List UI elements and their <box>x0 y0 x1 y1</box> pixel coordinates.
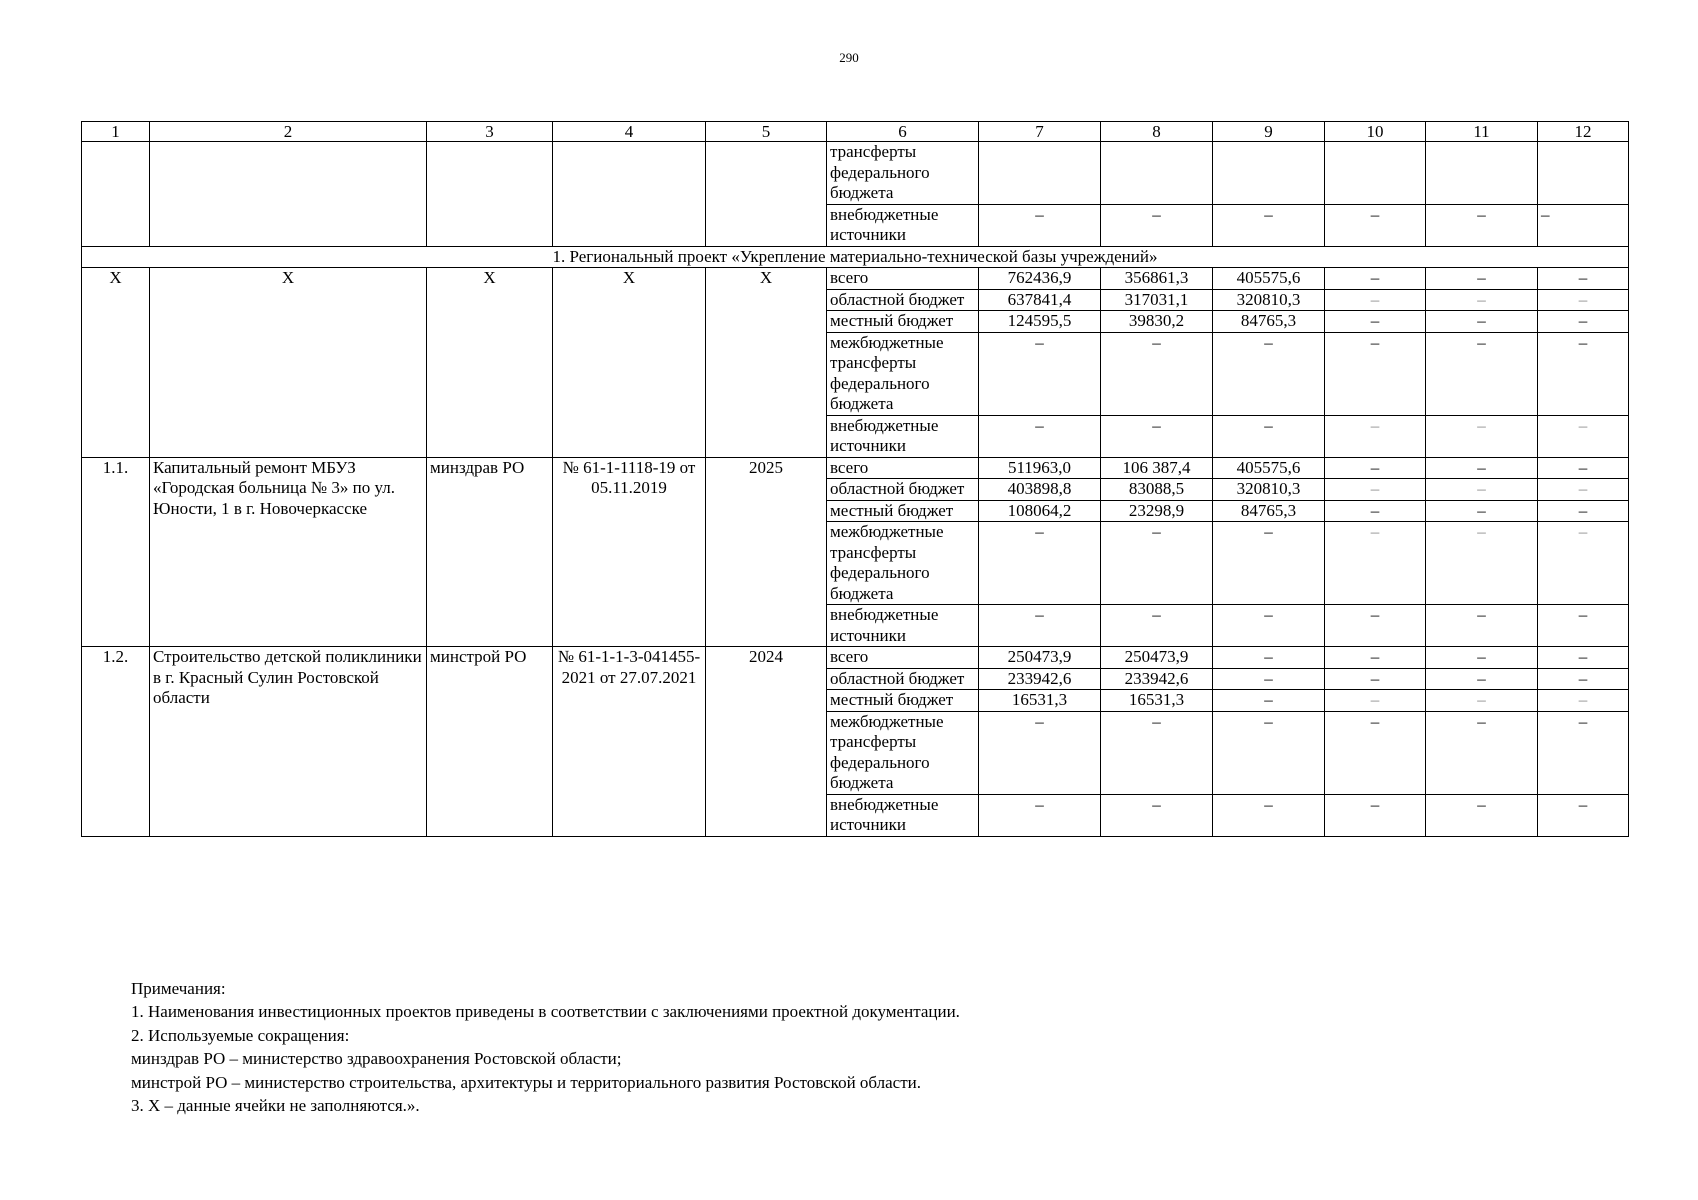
value-cell: 84765,3 <box>1213 500 1325 522</box>
value-cell: 637841,4 <box>979 289 1101 311</box>
empty-cell <box>706 142 827 247</box>
value-cell: – <box>1325 311 1426 333</box>
value-cell: – <box>1538 204 1629 246</box>
value-cell: – <box>1325 457 1426 479</box>
value-cell: 84765,3 <box>1213 311 1325 333</box>
funding-source-label: внебюджетные источники <box>827 415 979 457</box>
value-cell: – <box>1325 605 1426 647</box>
value-cell: 405575,6 <box>1213 268 1325 290</box>
value-cell: – <box>979 794 1101 836</box>
funding-source-label: местный бюджет <box>827 690 979 712</box>
value-cell: 39830,2 <box>1101 311 1213 333</box>
value-cell: – <box>1213 668 1325 690</box>
funding-source-label: местный бюджет <box>827 500 979 522</box>
value-cell: 320810,3 <box>1213 479 1325 501</box>
value-cell: – <box>1101 522 1213 605</box>
value-cell: – <box>979 711 1101 794</box>
project-name: Капитальный ремонт МБУЗ «Городская больница № 3» по ул. Юности, 1 в г. Новочеркасске <box>150 457 427 647</box>
value-cell: – <box>1101 415 1213 457</box>
value-cell: 405575,6 <box>1213 457 1325 479</box>
value-cell: – <box>1213 647 1325 669</box>
value-cell: – <box>1538 794 1629 836</box>
col-header: 12 <box>1538 122 1629 142</box>
value-cell: – <box>1325 268 1426 290</box>
value-cell: – <box>1538 668 1629 690</box>
funding-source-label: внебюджетные источники <box>827 794 979 836</box>
empty-cell <box>427 142 553 247</box>
value-cell: – <box>1325 500 1426 522</box>
value-cell: – <box>1426 457 1538 479</box>
notes <box>131 977 960 1117</box>
value-cell: – <box>1213 415 1325 457</box>
empty-cell <box>82 142 150 247</box>
funding-source-label: всего <box>827 457 979 479</box>
value-cell: 250473,9 <box>979 647 1101 669</box>
value-cell: 403898,8 <box>979 479 1101 501</box>
value-cell: 108064,2 <box>979 500 1101 522</box>
value-cell: – <box>1426 522 1538 605</box>
value-cell: – <box>1325 204 1426 246</box>
project-number: 1.1. <box>82 457 150 647</box>
value-cell: – <box>1538 479 1629 501</box>
value-cell: – <box>1325 647 1426 669</box>
empty-cell <box>150 142 427 247</box>
note-line: 1. Наименования инвестиционных проектов приведены в соответствии с заключениями проектной документации. <box>131 1002 960 1022</box>
col-header: 9 <box>1213 122 1325 142</box>
col-header: 5 <box>706 122 827 142</box>
value-cell: – <box>1426 500 1538 522</box>
value-cell: – <box>1101 332 1213 415</box>
note-line: 2. Используемые сокращения: <box>131 1025 350 1045</box>
funding-source-label: межбюджетные трансферты федерального бюджета <box>827 332 979 415</box>
project-document: № 61-1-1-3-041455-2021 от 27.07.2021 <box>553 647 706 837</box>
funding-source-label: областной бюджет <box>827 479 979 501</box>
value-cell: – <box>1213 605 1325 647</box>
col-header: 7 <box>979 122 1101 142</box>
note-line: минстрой РО – министерство строительства, архитектуры и территориального развития Ростовской области. <box>131 1072 922 1092</box>
value-cell: – <box>1538 289 1629 311</box>
value-cell: 83088,5 <box>1101 479 1213 501</box>
value-cell: – <box>1538 605 1629 647</box>
value-cell: – <box>1325 332 1426 415</box>
empty-cell <box>553 142 706 247</box>
value-cell: – <box>1426 415 1538 457</box>
value-cell: – <box>1325 522 1426 605</box>
value-cell: – <box>1426 332 1538 415</box>
col-header: 1 <box>82 122 150 142</box>
value-cell: 250473,9 <box>1101 647 1213 669</box>
value-cell: – <box>1325 690 1426 712</box>
value-cell <box>1538 142 1629 205</box>
value-cell: – <box>1538 500 1629 522</box>
table-row <box>82 268 1629 290</box>
value-cell: 511963,0 <box>979 457 1101 479</box>
value-cell: – <box>1426 668 1538 690</box>
col-header: 2 <box>150 122 427 142</box>
value-cell: – <box>1538 332 1629 415</box>
value-cell: 320810,3 <box>1213 289 1325 311</box>
value-cell: – <box>979 204 1101 246</box>
table-row <box>82 457 1629 479</box>
value-cell: 23298,9 <box>1101 500 1213 522</box>
notes-heading: Примечания: <box>131 979 226 998</box>
investment-table-container <box>81 121 1625 837</box>
project-executor: минздрав РО <box>427 457 553 647</box>
value-cell: – <box>1538 415 1629 457</box>
investment-table <box>81 121 1629 837</box>
value-cell: – <box>1325 289 1426 311</box>
col-header: 6 <box>827 122 979 142</box>
value-cell: 762436,9 <box>979 268 1101 290</box>
value-cell <box>1101 142 1213 205</box>
value-cell: – <box>1426 690 1538 712</box>
page-number: 290 <box>839 50 859 65</box>
value-cell: – <box>1538 311 1629 333</box>
value-cell: – <box>1426 268 1538 290</box>
note-line: минздрав РО – министерство здравоохранения Ростовской области; <box>131 1049 622 1069</box>
x-mark: Х <box>82 268 150 458</box>
value-cell: – <box>1213 690 1325 712</box>
funding-source-label: трансферты федерального бюджета <box>827 142 979 205</box>
value-cell: – <box>1213 204 1325 246</box>
value-cell: – <box>1213 794 1325 836</box>
col-header: 10 <box>1325 122 1426 142</box>
value-cell: – <box>1213 522 1325 605</box>
value-cell: – <box>1101 794 1213 836</box>
project-name: Строительство детской поликлиники в г. Красный Сулин Ростовской области <box>150 647 427 837</box>
value-cell: – <box>1538 457 1629 479</box>
value-cell: – <box>1538 647 1629 669</box>
value-cell: – <box>1426 711 1538 794</box>
value-cell: – <box>1538 522 1629 605</box>
column-number-row <box>82 122 1629 142</box>
value-cell: – <box>979 522 1101 605</box>
value-cell <box>1213 142 1325 205</box>
value-cell: 233942,6 <box>979 668 1101 690</box>
value-cell: – <box>1538 268 1629 290</box>
table-row <box>82 142 1629 205</box>
value-cell: – <box>1325 794 1426 836</box>
value-cell: – <box>1101 605 1213 647</box>
table-row <box>82 647 1629 669</box>
value-cell: 317031,1 <box>1101 289 1213 311</box>
value-cell: – <box>1426 204 1538 246</box>
funding-source-label: всего <box>827 268 979 290</box>
x-mark: Х <box>553 268 706 458</box>
value-cell: – <box>1426 794 1538 836</box>
value-cell: – <box>1426 311 1538 333</box>
value-cell: – <box>979 332 1101 415</box>
col-header: 11 <box>1426 122 1538 142</box>
funding-source-label: межбюджетные трансферты федерального бюджета <box>827 711 979 794</box>
col-header: 8 <box>1101 122 1213 142</box>
col-header: 4 <box>553 122 706 142</box>
value-cell: 124595,5 <box>979 311 1101 333</box>
value-cell <box>1325 142 1426 205</box>
project-executor: минстрой РО <box>427 647 553 837</box>
funding-source-label: внебюджетные источники <box>827 204 979 246</box>
value-cell: – <box>1426 479 1538 501</box>
funding-source-label: всего <box>827 647 979 669</box>
funding-source-label: местный бюджет <box>827 311 979 333</box>
value-cell: 16531,3 <box>979 690 1101 712</box>
x-mark: Х <box>706 268 827 458</box>
value-cell: – <box>1426 605 1538 647</box>
project-document: № 61-1-1118-19 от 05.11.2019 <box>553 457 706 647</box>
col-header: 3 <box>427 122 553 142</box>
project-number: 1.2. <box>82 647 150 837</box>
value-cell <box>979 142 1101 205</box>
value-cell: – <box>979 605 1101 647</box>
value-cell: – <box>1213 332 1325 415</box>
project-year: 2024 <box>706 647 827 837</box>
value-cell: – <box>1325 711 1426 794</box>
value-cell: – <box>979 415 1101 457</box>
section-title: 1. Региональный проект «Укрепление материально-технической базы учреждений» <box>82 246 1629 268</box>
note-line: 3. Х – данные ячейки не заполняются.». <box>131 1096 420 1116</box>
value-cell: 356861,3 <box>1101 268 1213 290</box>
value-cell: 16531,3 <box>1101 690 1213 712</box>
value-cell: – <box>1538 690 1629 712</box>
value-cell: – <box>1101 204 1213 246</box>
value-cell: – <box>1426 289 1538 311</box>
x-mark: Х <box>150 268 427 458</box>
value-cell: – <box>1101 711 1213 794</box>
funding-source-label: областной бюджет <box>827 668 979 690</box>
value-cell: – <box>1325 479 1426 501</box>
funding-source-label: областной бюджет <box>827 289 979 311</box>
value-cell: 233942,6 <box>1101 668 1213 690</box>
value-cell: – <box>1213 711 1325 794</box>
value-cell: 106 387,4 <box>1101 457 1213 479</box>
value-cell <box>1426 142 1538 205</box>
funding-source-label: внебюджетные источники <box>827 605 979 647</box>
value-cell: – <box>1426 647 1538 669</box>
project-year: 2025 <box>706 457 827 647</box>
value-cell: – <box>1325 415 1426 457</box>
value-cell: – <box>1538 711 1629 794</box>
section-title-row <box>82 246 1629 268</box>
x-mark: Х <box>427 268 553 458</box>
funding-source-label: межбюджетные трансферты федерального бюджета <box>827 522 979 605</box>
value-cell: – <box>1325 668 1426 690</box>
